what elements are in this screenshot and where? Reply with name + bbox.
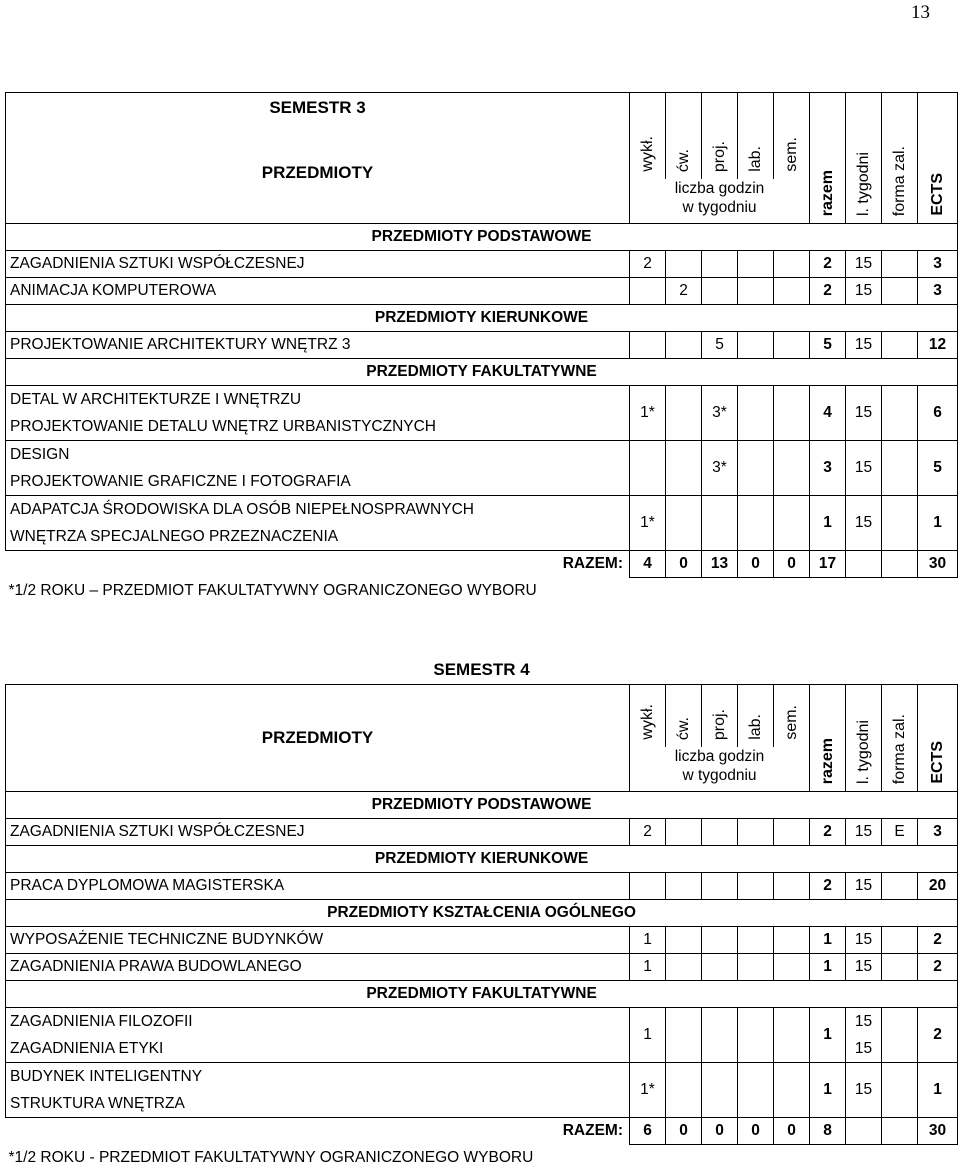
section-ksztalcenia: PRZEDMIOTY KSZTAŁCENIA OGÓLNEGO [6, 900, 958, 927]
table-row: BUDYNEK INTELIGENTNY STRUKTURA WNĘTRZA 1* 1 15 1 [6, 1063, 958, 1118]
footnote: *1/2 ROKU - PRZEDMIOT FAKULTATYWNY OGRANICZONEGO WYBORU [6, 1145, 958, 1171]
table-row: WYPOSAŻENIE TECHNICZNE BUDYNKÓW 1 1 15 2 [6, 927, 958, 954]
section-kierunkowe: PRZEDMIOTY KIERUNKOWE [6, 846, 958, 873]
header-razem: razem [810, 93, 846, 224]
table-row: PRACA DYPLOMOWA MAGISTERSKA 2 15 20 [6, 873, 958, 900]
header-wykl: wykł. [630, 685, 666, 748]
header-forma-zal: forma zal. [882, 685, 918, 792]
section-kierunkowe: PRZEDMIOTY KIERUNKOWE [6, 305, 958, 332]
header-wykl: wykł. [630, 93, 666, 180]
header-sem: sem. [774, 93, 810, 180]
table-row: ZAGADNIENIA SZTUKI WSPÓŁCZESNEJ 2 2 15 3 [6, 251, 958, 278]
header-l-tygodni: l. tygodni [846, 93, 882, 224]
header-ects: ECTS [918, 685, 958, 792]
header-przedmioty: PRZEDMIOTY [6, 123, 630, 224]
header-ects: ECTS [918, 93, 958, 224]
header-proj: proj. [702, 93, 738, 180]
header-cw: ćw. [666, 93, 702, 180]
semester-3-title: SEMESTR 3 [6, 93, 630, 124]
section-podstawowe: PRZEDMIOTY PODSTAWOWE [6, 792, 958, 819]
table-row: ADAPATCJA ŚRODOWISKA DLA OSÓB NIEPEŁNOSPRAWNYCH WNĘTRZA SPECJALNEGO PRZEZNACZENIA 1* 1 15 1 [6, 496, 958, 551]
table-row: ANIMACJA KOMPUTEROWA 2 2 15 3 [6, 278, 958, 305]
header-liczba-godzin: liczba godzin w tygodniu [630, 179, 810, 224]
table-row: ZAGADNIENIA SZTUKI WSPÓŁCZESNEJ 2 2 15 E 3 [6, 819, 958, 846]
header-proj: proj. [702, 685, 738, 748]
footnote: *1/2 ROKU – PRZEDMIOT FAKULTATYWNY OGRANICZONEGO WYBORU [6, 578, 958, 605]
semester-3-table [5, 92, 958, 604]
table-row: PROJEKTOWANIE ARCHITEKTURY WNĘTRZ 3 5 5 15 12 [6, 332, 958, 359]
header-sem: sem. [774, 685, 810, 748]
header-lab: lab. [738, 685, 774, 748]
header-przedmioty: PRZEDMIOTY [6, 685, 630, 792]
header-lab: lab. [738, 93, 774, 180]
header-liczba-godzin: liczba godzin w tygodniu [630, 747, 810, 792]
section-podstawowe: PRZEDMIOTY PODSTAWOWE [6, 224, 958, 251]
total-label: RAZEM: [6, 1118, 630, 1145]
table-row: ZAGADNIENIA FILOZOFII ZAGADNIENIA ETYKI 1 1 15 15 2 [6, 1008, 958, 1063]
table-row: DETAL W ARCHITEKTURZE I WNĘTRZU PROJEKTOWANIE DETALU WNĘTRZ URBANISTYCZNYCH 1* 3* 4 15 6 [6, 386, 958, 441]
page-number: 13 [911, 2, 930, 24]
header-l-tygodni: l. tygodni [846, 685, 882, 792]
table-row: ZAGADNIENIA PRAWA BUDOWLANEGO 1 1 15 2 [6, 954, 958, 981]
total-row: RAZEM: 4 0 13 0 0 17 30 [6, 551, 958, 578]
header-razem: razem [810, 685, 846, 792]
total-label: RAZEM: [6, 551, 630, 578]
section-fakultatywne: PRZEDMIOTY FAKULTATYWNE [6, 359, 958, 386]
semester-4-title: SEMESTR 4 [6, 656, 958, 685]
header-cw: ćw. [666, 685, 702, 748]
semester-4-table [5, 656, 958, 1171]
table-row: DESIGN PROJEKTOWANIE GRAFICZNE I FOTOGRAFIA 3* 3 15 5 [6, 441, 958, 496]
header-forma-zal: forma zal. [882, 93, 918, 224]
section-fakultatywne: PRZEDMIOTY FAKULTATYWNE [6, 981, 958, 1008]
total-row: RAZEM: 6 0 0 0 0 8 30 [6, 1118, 958, 1145]
